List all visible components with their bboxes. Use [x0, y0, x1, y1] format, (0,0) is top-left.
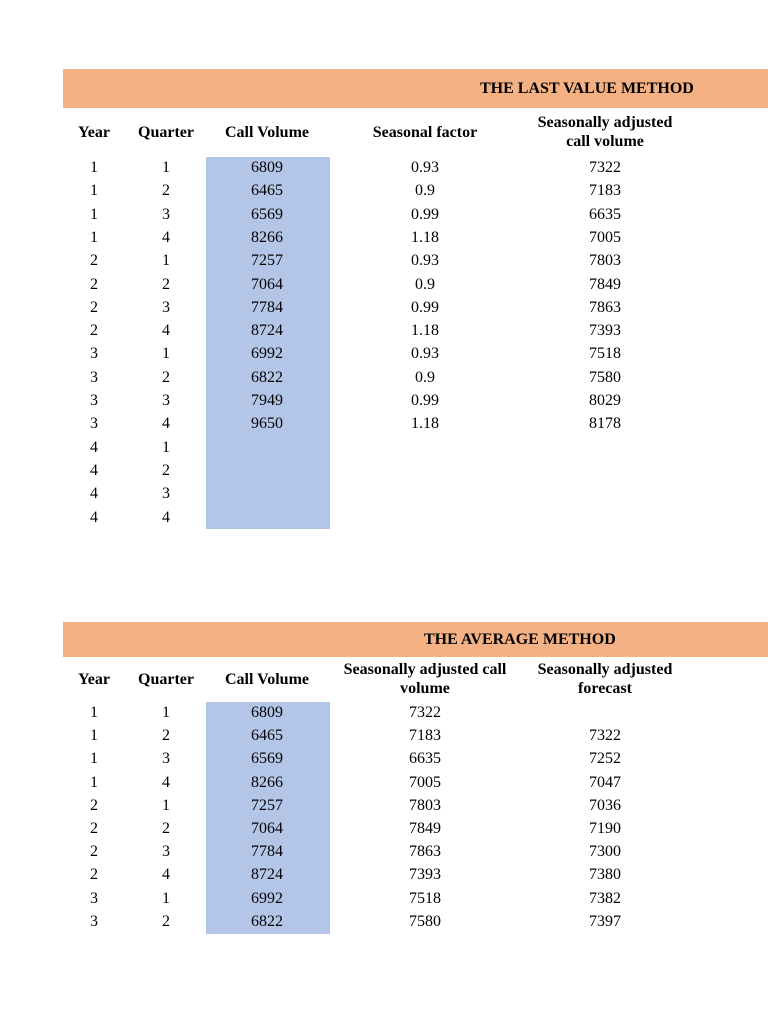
table-cell-quarter: 3 — [162, 485, 170, 503]
lv-header-call-volume: Call Volume — [224, 124, 309, 141]
table-cell-seasonal_factor — [340, 482, 510, 505]
table-cell-quarter: 4 — [162, 508, 170, 526]
table-cell-adjusted: 8178 — [589, 415, 621, 433]
table-cell-year: 2 — [90, 843, 98, 861]
table-cell-year: 2 — [90, 796, 98, 814]
lv-header-seasonal-factor: Seasonal factor — [372, 124, 478, 141]
table-cell-quarter: 2 — [162, 820, 170, 837]
table-cell-call_volume: 7949 — [251, 392, 283, 409]
table-cell-year: 1 — [90, 704, 98, 721]
table-cell-adjusted — [520, 436, 690, 459]
lv-header-adjusted: Seasonally adjusted call volume — [537, 114, 673, 150]
lv-header-year: Year — [78, 124, 110, 141]
table-cell-adjusted: 7183 — [409, 727, 441, 745]
table-cell-year: 3 — [90, 415, 98, 433]
table-cell-quarter: 4 — [162, 866, 170, 884]
table-cell-seasonal_factor: 0.9 — [415, 368, 435, 386]
table-cell-year: 1 — [90, 159, 98, 176]
table-cell-call_volume: 7784 — [251, 298, 283, 316]
table-cell-year: 4 — [90, 461, 98, 479]
table-cell-adjusted — [520, 459, 690, 482]
table-cell-quarter: 1 — [162, 252, 170, 270]
table-cell-quarter: 2 — [162, 727, 170, 745]
table-cell-quarter: 1 — [162, 159, 170, 176]
table-cell-adjusted: 7863 — [409, 843, 441, 861]
table-cell-adjusted: 7518 — [589, 345, 621, 363]
table-cell-adjusted: 7518 — [409, 889, 441, 907]
table-cell-call_volume: 7257 — [251, 252, 283, 270]
average-title-bar — [63, 622, 768, 657]
table-cell-quarter: 3 — [162, 750, 170, 768]
table-cell-seasonal_factor: 0.99 — [411, 392, 439, 409]
table-cell-quarter: 2 — [162, 182, 170, 200]
table-cell-forecast: 7322 — [589, 727, 621, 745]
table-cell-call_volume: 8724 — [251, 866, 283, 884]
table-cell-year: 1 — [90, 182, 98, 200]
table-cell-seasonal_factor — [340, 506, 510, 529]
table-cell-call_volume: 8724 — [251, 322, 283, 340]
table-cell-quarter: 4 — [162, 415, 170, 433]
table-cell-call_volume: 6992 — [251, 345, 283, 363]
table-cell-quarter: 2 — [162, 275, 170, 293]
table-cell-quarter: 1 — [162, 345, 170, 363]
avg-header-year: Year — [78, 671, 110, 688]
table-cell-year: 2 — [90, 866, 98, 884]
table-cell-quarter: 4 — [162, 773, 170, 791]
table-cell-call_volume: 9650 — [251, 415, 283, 433]
table-cell-forecast — [520, 701, 690, 724]
table-cell-call_volume: 6569 — [251, 205, 283, 223]
lv-header-quarter: Quarter — [138, 124, 194, 141]
table-cell-seasonal_factor: 1.18 — [411, 228, 439, 246]
table-cell-call_volume: 6809 — [251, 159, 283, 176]
table-cell-quarter: 1 — [162, 889, 170, 907]
average-title: THE AVERAGE METHOD — [424, 631, 616, 648]
table-cell-adjusted — [520, 482, 690, 505]
table-cell-year: 3 — [90, 392, 98, 409]
table-cell-forecast: 7382 — [589, 889, 621, 907]
table-cell-year: 4 — [90, 485, 98, 503]
table-cell-call_volume — [207, 459, 327, 482]
table-cell-adjusted: 8029 — [589, 392, 621, 409]
table-cell-seasonal_factor: 0.93 — [411, 159, 439, 176]
table-cell-call_volume: 7784 — [251, 843, 283, 861]
table-cell-year: 3 — [90, 368, 98, 386]
table-cell-call_volume: 8266 — [251, 228, 283, 246]
table-cell-call_volume: 7064 — [251, 820, 283, 837]
table-cell-quarter: 3 — [162, 843, 170, 861]
table-cell-adjusted: 7803 — [589, 252, 621, 270]
avg-header-quarter: Quarter — [138, 671, 194, 688]
table-cell-adjusted: 7322 — [409, 704, 441, 721]
table-cell-seasonal_factor: 0.93 — [411, 345, 439, 363]
table-cell-year: 4 — [90, 508, 98, 526]
table-cell-call_volume: 6465 — [251, 727, 283, 745]
table-cell-year: 1 — [90, 205, 98, 223]
table-cell-forecast: 7380 — [589, 866, 621, 884]
table-cell-forecast: 7397 — [589, 912, 621, 930]
last-value-title-bar — [63, 69, 768, 108]
table-cell-year: 1 — [90, 727, 98, 745]
table-cell-seasonal_factor: 0.99 — [411, 298, 439, 316]
table-cell-call_volume — [207, 506, 327, 529]
table-cell-adjusted — [520, 506, 690, 529]
table-cell-adjusted: 7580 — [409, 912, 441, 930]
table-cell-year: 1 — [90, 773, 98, 791]
table-cell-adjusted: 6635 — [409, 750, 441, 768]
table-cell-seasonal_factor: 1.18 — [411, 415, 439, 433]
table-cell-call_volume: 6822 — [251, 912, 283, 930]
table-cell-quarter: 2 — [162, 461, 170, 479]
table-cell-seasonal_factor: 0.99 — [411, 205, 439, 223]
table-cell-adjusted: 7005 — [589, 228, 621, 246]
table-cell-adjusted: 7803 — [409, 796, 441, 814]
table-cell-forecast: 7300 — [589, 843, 621, 861]
table-cell-call_volume: 7257 — [251, 796, 283, 814]
table-cell-forecast: 7190 — [589, 820, 621, 837]
table-cell-adjusted: 7005 — [409, 773, 441, 791]
avg-header-forecast: Seasonally adjusted forecast — [537, 661, 673, 697]
table-cell-year: 1 — [90, 750, 98, 768]
table-cell-year: 4 — [90, 438, 98, 456]
table-cell-quarter: 2 — [162, 368, 170, 386]
table-cell-quarter: 3 — [162, 205, 170, 223]
table-cell-year: 2 — [90, 252, 98, 270]
avg-header-adjusted: Seasonally adjusted call volume — [343, 661, 507, 697]
table-cell-year: 2 — [90, 820, 98, 837]
table-cell-year: 3 — [90, 912, 98, 930]
table-cell-quarter: 3 — [162, 298, 170, 316]
table-cell-adjusted: 7183 — [589, 182, 621, 200]
table-cell-year: 1 — [90, 228, 98, 246]
table-cell-year: 3 — [90, 345, 98, 363]
table-cell-adjusted: 7849 — [589, 275, 621, 293]
table-cell-seasonal_factor: 0.9 — [415, 275, 435, 293]
table-cell-call_volume: 7064 — [251, 275, 283, 293]
table-cell-quarter: 3 — [162, 392, 170, 409]
table-cell-year: 2 — [90, 322, 98, 340]
last-value-title: THE LAST VALUE METHOD — [480, 80, 694, 97]
table-cell-forecast: 7036 — [589, 796, 621, 814]
table-cell-call_volume — [207, 436, 327, 459]
table-cell-call_volume: 8266 — [251, 773, 283, 791]
table-cell-forecast: 7252 — [589, 750, 621, 768]
table-cell-adjusted: 7849 — [409, 820, 441, 837]
table-cell-call_volume: 6992 — [251, 889, 283, 907]
table-cell-call_volume: 6809 — [251, 704, 283, 721]
table-cell-seasonal_factor: 1.18 — [411, 322, 439, 340]
table-cell-quarter: 1 — [162, 796, 170, 814]
table-cell-forecast: 7047 — [589, 773, 621, 791]
table-cell-adjusted: 7580 — [589, 368, 621, 386]
table-cell-call_volume: 6822 — [251, 368, 283, 386]
avg-header-call-volume: Call Volume — [224, 671, 309, 688]
table-cell-adjusted: 7393 — [589, 322, 621, 340]
table-cell-adjusted: 7322 — [589, 159, 621, 176]
table-cell-quarter: 1 — [162, 438, 170, 456]
table-cell-year: 3 — [90, 889, 98, 907]
table-cell-adjusted: 6635 — [589, 205, 621, 223]
table-cell-adjusted: 7863 — [589, 298, 621, 316]
table-cell-call_volume: 6569 — [251, 750, 283, 768]
table-cell-quarter: 4 — [162, 322, 170, 340]
table-cell-call_volume — [207, 482, 327, 505]
table-cell-quarter: 4 — [162, 228, 170, 246]
table-cell-seasonal_factor — [340, 436, 510, 459]
table-cell-quarter: 2 — [162, 912, 170, 930]
table-cell-year: 2 — [90, 298, 98, 316]
table-cell-quarter: 1 — [162, 704, 170, 721]
table-cell-seasonal_factor — [340, 459, 510, 482]
table-cell-adjusted: 7393 — [409, 866, 441, 884]
table-cell-seasonal_factor: 0.93 — [411, 252, 439, 270]
table-cell-year: 2 — [90, 275, 98, 293]
table-cell-seasonal_factor: 0.9 — [415, 182, 435, 200]
table-cell-call_volume: 6465 — [251, 182, 283, 200]
